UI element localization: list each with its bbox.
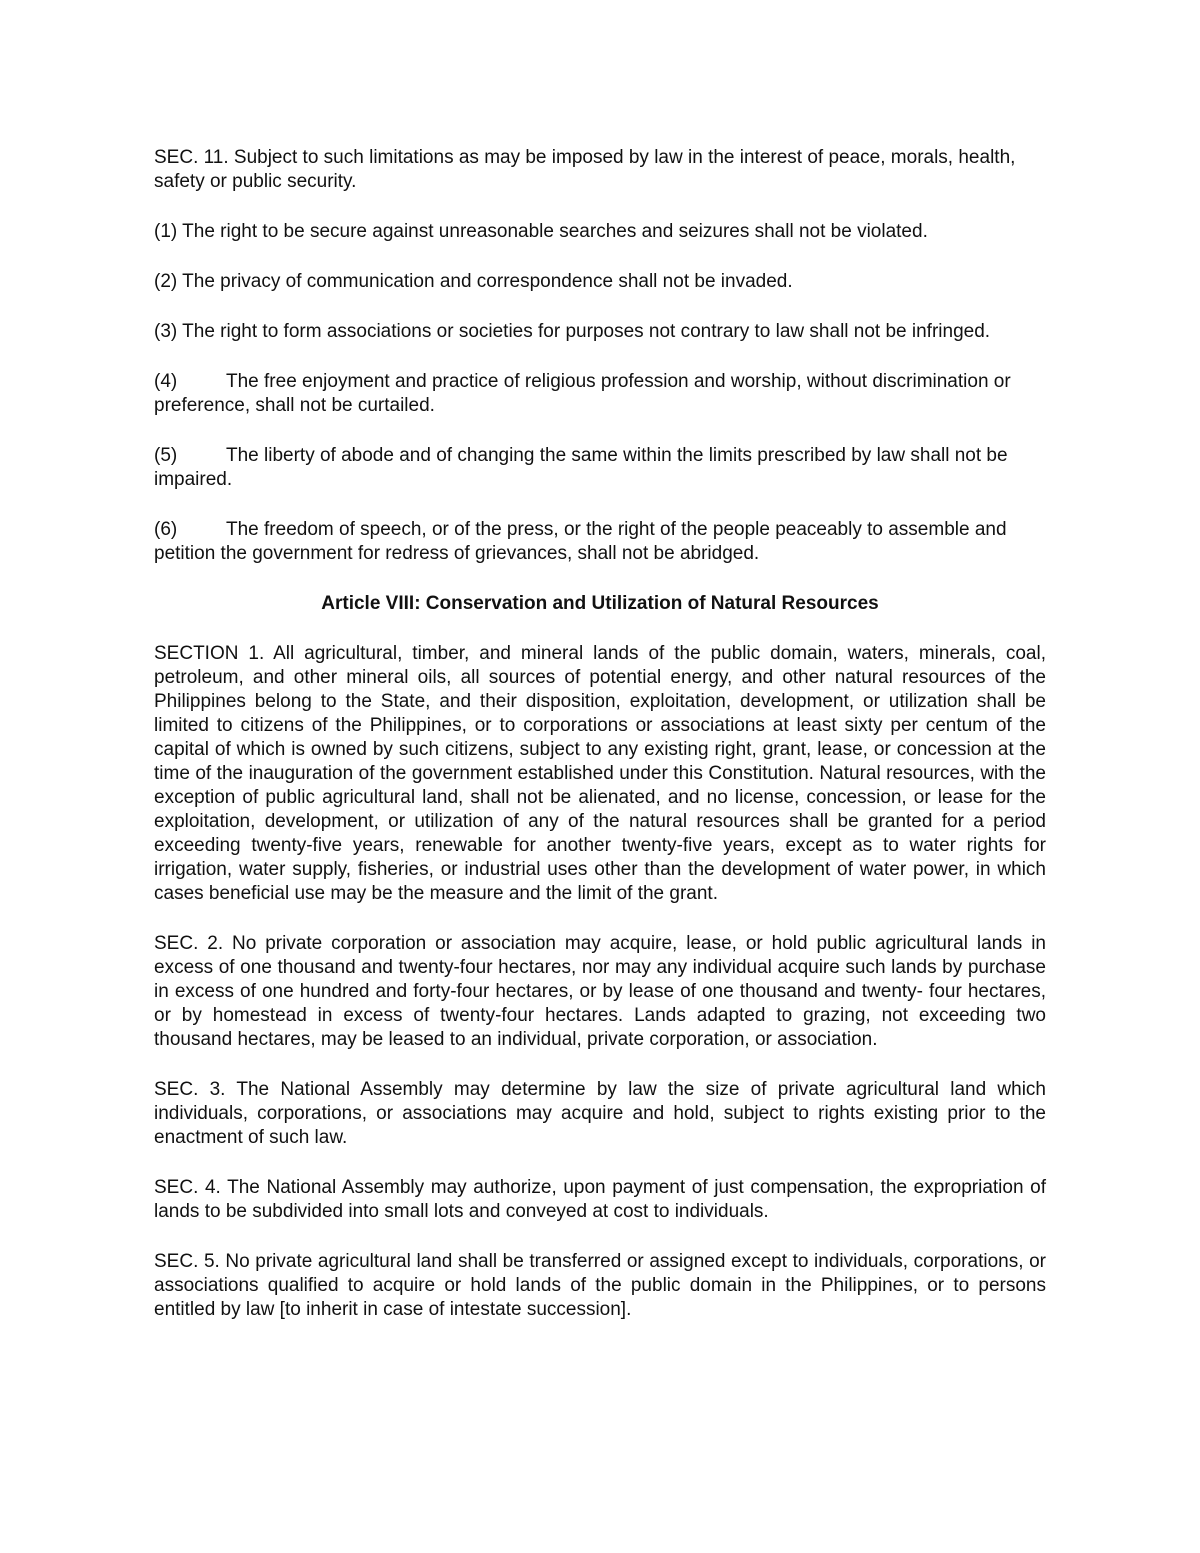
item-number: (5) [154, 445, 178, 466]
sec11-item-3: (3) The right to form associations or societies for purposes not contrary to law shall not be infringed. [154, 321, 991, 342]
item-number: (4) [154, 371, 178, 392]
article-viii-section-1: SECTION 1. All agricultural, timber, and mineral lands of the public domain, waters, minerals, coal, petroleum, and other mineral oils, all sources of potential energy, and other natural resources of the Philippines belong to the State, and their disposition, exploitation, development, or utilization shall be limited to citizens of the Philippines, or to corporations or associations at least sixty per centum of the capital of which is owned by such citizens, subject to any existing right, grant, lease, or concession at the time of the inauguration of the government established under this Constitution. Natural resources, with the exception of public agricultural land, shall not be alienated, and no license, concession, or lease for the exploitation, development, or utilization of any of the natural resources shall be granted for a period exceeding twenty-five years, renewable for another twenty-five years, except as to water rights for irrigation, water supply, fisheries, or industrial uses other than the development of water power, in which cases beneficial use may be the measure and the limit of the grant. [154, 643, 1046, 904]
sec11-item-5 [154, 444, 1046, 492]
document-page [154, 146, 1046, 1348]
sec11-intro-paragraph: SEC. 11. Subject to such limitations as may be imposed by law in the interest of peace, morals, health, safety or public security. [154, 147, 1016, 192]
sec11-item-1: (1) The right to be secure against unreasonable searches and seizures shall not be violated. [154, 221, 928, 242]
article-viii-title: Article VIII: Conservation and Utilization of Natural Resources [321, 593, 879, 614]
sec11-item-4 [154, 370, 1046, 418]
article-viii-section-4: SEC. 4. The National Assembly may authorize, upon payment of just compensation, the expropriation of lands to be subdivided into small lots and conveyed at cost to individuals. [154, 1177, 1046, 1222]
item-text: The free enjoyment and practice of religious profession and worship, without discrimination or preference, shall not be curtailed. [154, 371, 1011, 416]
item-text: The liberty of abode and of changing the same within the limits prescribed by law shall not be impaired. [154, 445, 1008, 490]
item-number: (6) [154, 519, 178, 540]
sec11-item-2: (2) The privacy of communication and correspondence shall not be invaded. [154, 271, 793, 292]
article-viii-section-2: SEC. 2. No private corporation or association may acquire, lease, or hold public agricultural lands in excess of one thousand and twenty-four hectares, nor may any individual acquire such lands by purchase in excess of one hundred and forty-four hectares, or by lease of one thousand and twenty- four hectares, or by homestead in excess of twenty-four hectares. Lands adapted to grazing, not exceeding two thousand hectares, may be leased to an individual, private corporation, or association. [154, 933, 1046, 1050]
sec11-item-6 [154, 518, 1046, 566]
item-text: The freedom of speech, or of the press, or the right of the people peaceably to assemble and petition the government for redress of grievances, shall not be abridged. [154, 519, 1007, 564]
article-viii-section-5: SEC. 5. No private agricultural land shall be transferred or assigned except to individuals, corporations, or associations qualified to acquire or hold lands of the public domain in the Philippines, or to persons entitled by law [to inherit in case of intestate succession]. [154, 1251, 1046, 1320]
article-viii-section-3: SEC. 3. The National Assembly may determine by law the size of private agricultural land which individuals, corporations, or associations may acquire and hold, subject to rights existing prior to the enactment of such law. [154, 1079, 1046, 1148]
